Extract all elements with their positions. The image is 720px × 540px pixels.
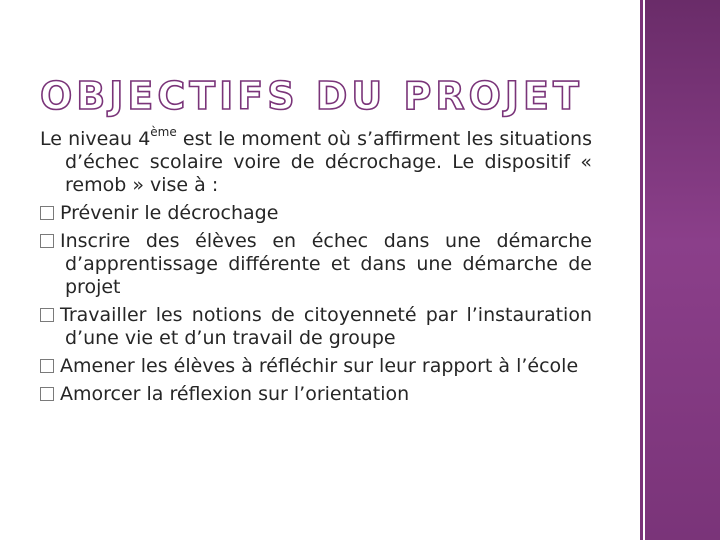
list-item: [40, 304, 592, 350]
square-bullet-icon: [40, 308, 54, 322]
list-item-text: Inscrire des élèves en échec dans une démarche d’apprentissage différente et dans une démarche de projet: [60, 230, 592, 298]
slide-title: OBJECTIFS DU PROJET: [40, 74, 583, 118]
intro-text-start: Le niveau 4: [40, 128, 151, 150]
list-item-text: Prévenir le décrochage: [60, 202, 279, 224]
intro-text-end: est le moment où s’affirment les situations d’échec scolaire voire de décrochage. Le dispositif « remob » vise à :: [65, 128, 592, 196]
list-item-text: Travailler les notions de citoyenneté par l’instauration d’une vie et d’un travail de groupe: [60, 304, 592, 349]
list-item: [40, 202, 592, 225]
slide-content: [40, 125, 592, 411]
list-item-text: Amener les élèves à réfléchir sur leur rapport à l’école: [60, 355, 579, 377]
square-bullet-icon: [40, 206, 54, 220]
list-item: [40, 355, 592, 378]
intro-superscript: ème: [150, 125, 177, 139]
square-bullet-icon: [40, 359, 54, 373]
list-item: [40, 383, 592, 406]
square-bullet-icon: [40, 387, 54, 401]
decorative-side-panel: [645, 0, 720, 540]
intro-paragraph: [40, 125, 592, 197]
square-bullet-icon: [40, 234, 54, 248]
side-divider: [640, 0, 643, 540]
list-item-text: Amorcer la réflexion sur l’orientation: [60, 383, 410, 405]
list-item: [40, 230, 592, 299]
